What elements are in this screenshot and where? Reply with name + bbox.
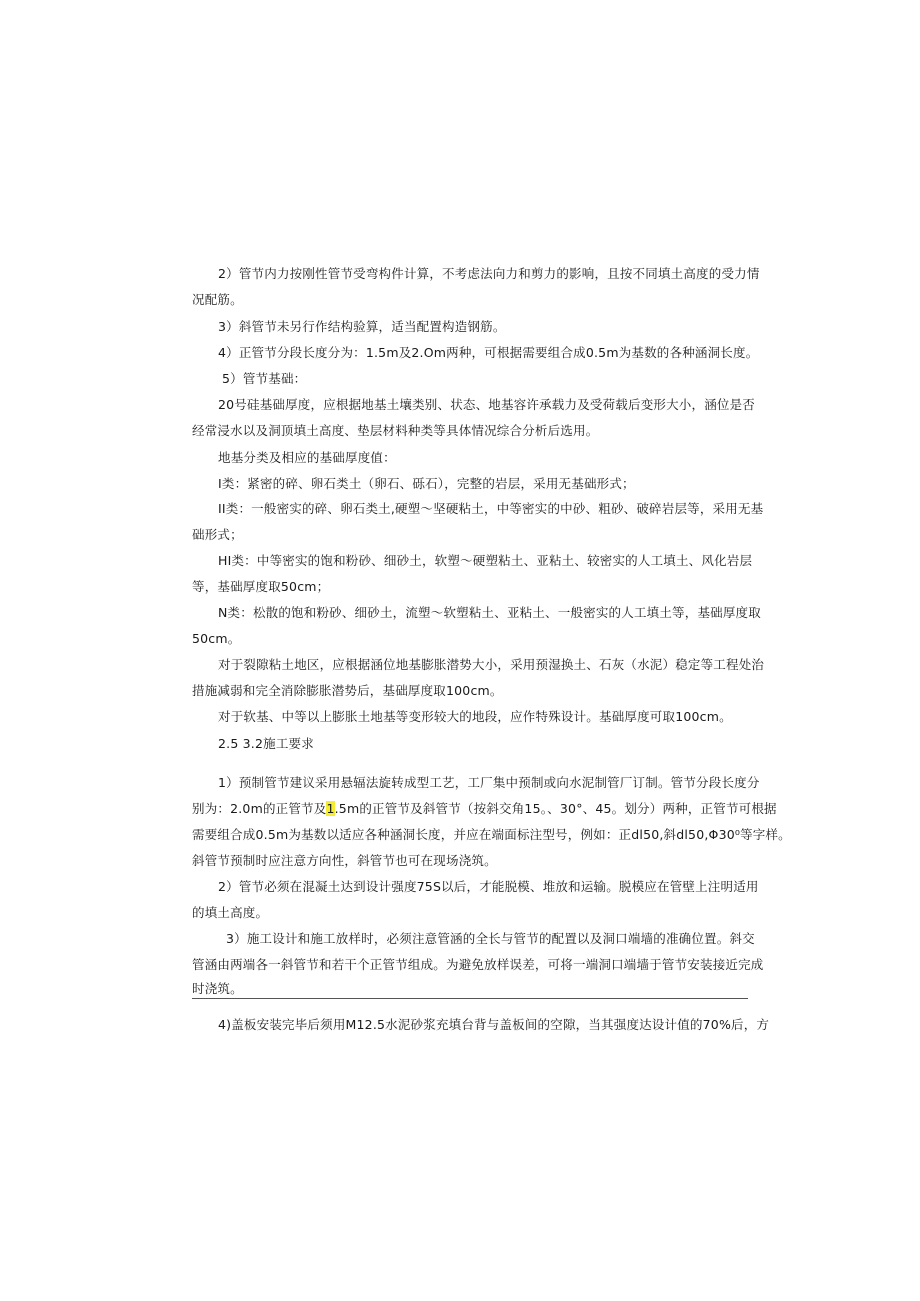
paragraph-line: 需要组合成0.5m为基数以适应各种涵洞长度，并应在端面标注型号，例如：正dl50,斜dl50,Φ30⁰等字样。 [192, 827, 791, 842]
paragraph-line: 3）斜管节未另行作结构验算，适当配置构造钢筋。 [218, 319, 506, 334]
paragraph-line: 措施减弱和完全消除膨胀潜势后，基础厚度取100cm。 [192, 683, 503, 698]
paragraph-line: 20号硅基础厚度，应根据地基土壤类别、状态、地基容许承载力及受荷载后变形大小，涵位是否 [218, 397, 756, 412]
section-heading: 5）管节基础： [222, 371, 307, 386]
paragraph-line: 对于裂隙粘土地区，应根据涵位地基膨胀潜势大小，采用预湿换土、石灰（水泥）稳定等工程处治 [218, 657, 765, 672]
list-item: 础形式； [192, 527, 243, 542]
paragraph-line: 时浇筑。 [192, 981, 243, 996]
paragraph-line: 地基分类及相应的基础厚度值： [218, 450, 396, 465]
paragraph-line: 3）施工设计和施工放样时，必须注意管涵的全长与管节的配置以及洞口端墙的准确位置。斜交 [226, 931, 755, 946]
list-item: 等，基础厚度取50cm； [192, 579, 330, 594]
paragraph-line: 2）管节必须在混凝土达到设计强度75S以后，才能脱模、堆放和运输。脱模应在管壁上注明适用 [218, 879, 759, 894]
section-heading: 2.5 3.2施工要求 [218, 736, 314, 751]
paragraph-line: 斜管节预制时应注意方向性，斜管节也可在现场浇筑。 [192, 853, 497, 868]
paragraph-line: 4)盖板安装完毕后须用M12.5水泥砂浆充填台背与盖板间的空隙，当其强度达设计值的70%后，方 [218, 1017, 770, 1032]
list-item: 50cm。 [192, 631, 241, 646]
list-item: HI类：中等密实的饱和粉砂、细砂土，软塑〜硬塑粘土、亚粘土、较密实的人工填土、风化岩层 [218, 553, 753, 568]
paragraph-line: 管涵由两端各一斜管节和若干个正管节组成。为避免放样误差，可将一端洞口端墙于管节安装接近完成 [192, 957, 764, 972]
list-item: II类：一般密实的碎、卵石类土,硬塑〜坚硬粘土，中等密实的中砂、粗砂、破碎岩层等，采用无基 [218, 501, 764, 516]
paragraph-line: 经常浸水以及洞顶填土高度、垫层材料种类等具体情况综合分析后选用。 [192, 423, 599, 438]
paragraph-line: 的填土高度。 [192, 905, 269, 920]
text-run: .5m的正管节及斜管节（按斜交角15。、30°、45。划分）两种，正管节可根据 [334, 801, 777, 816]
paragraph-line: 1）预制管节建议采用悬辐法旋转成型工艺，工厂集中预制或向水泥制管厂订制。管节分段长度分 [218, 775, 760, 790]
highlight-mark: 1 [326, 801, 335, 816]
paragraph-line: 2）管节内力按刚性管节受弯构件计算，不考虑法向力和剪力的影响，且按不同填土高度的受力情 [218, 266, 760, 281]
paragraph-line: 况配筋。 [192, 292, 243, 307]
paragraph-line-highlighted [192, 800, 777, 818]
list-item: N类：松散的饱和粉砂、细砂土，流塑〜软塑粘土、亚粘土、一般密实的人工填土等，基础厚度取 [218, 605, 761, 620]
paragraph-line: 对于软基、中等以上膨胀土地基等变形较大的地段，应作特殊设计。基础厚度可取100cm。 [218, 709, 732, 724]
text-run: 别为：2.0m的正管节及 [192, 801, 327, 816]
paragraph-line: 4）正管节分段长度分为：1.5m及2.Om两种，可根据需要组合成0.5m为基数的各种涵洞长度。 [218, 345, 759, 360]
horizontal-divider [192, 998, 748, 999]
list-item: I类：紧密的碎、卵石类土（卵石、砾石），完整的岩层，采用无基础形式； [218, 476, 635, 491]
